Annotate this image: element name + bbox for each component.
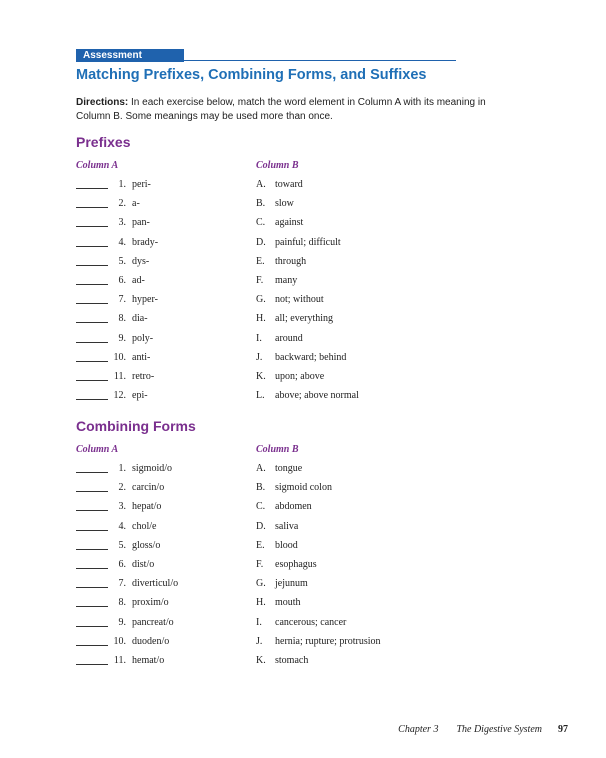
item-number: 2. (118, 198, 126, 210)
exercise-row (0, 178, 606, 194)
meaning-letter: K. (256, 655, 266, 666)
combining-forms-heading: Combining Forms (76, 418, 196, 434)
item-number: 8. (118, 313, 126, 325)
meaning-letter: I. (256, 332, 262, 344)
word-element: hyper- (132, 294, 158, 306)
meaning-letter: H. (256, 313, 266, 325)
word-element: dia- (132, 313, 148, 325)
meaning-text: sigmoid colon (275, 482, 332, 494)
item-number: 3. (118, 501, 126, 513)
word-element: pancreat/o (132, 616, 174, 628)
word-element: carcin/o (132, 482, 165, 494)
word-element: hemat/o (132, 655, 165, 666)
item-number: 7. (118, 578, 126, 590)
meaning-text: many (275, 275, 298, 286)
meaning-letter: F. (256, 275, 264, 286)
word-element: ad- (132, 275, 145, 286)
word-element: sigmoid/o (132, 463, 173, 474)
word-element: brady- (132, 236, 159, 248)
item-number: 9. (118, 332, 126, 344)
meaning-text: abdomen (275, 501, 312, 513)
meaning-letter: J. (256, 351, 263, 363)
word-element: epi- (132, 390, 148, 402)
item-number: 11. (113, 371, 126, 382)
exercise-row (0, 351, 606, 367)
exercise-row (0, 236, 606, 252)
exercise-row (0, 654, 606, 670)
word-element: hepat/o (132, 501, 162, 513)
word-element: dist/o (132, 559, 155, 570)
meaning-letter: E. (256, 539, 265, 551)
prefixes-column-a-header: Column A (76, 160, 119, 171)
meaning-letter: C. (256, 501, 266, 513)
assessment-tab (76, 49, 184, 62)
exercise-row (0, 274, 606, 290)
meaning-text: painful; difficult (275, 236, 341, 248)
meaning-letter: E. (256, 255, 265, 267)
meaning-text: against (275, 217, 304, 229)
meaning-text: toward (275, 179, 303, 190)
meaning-letter: D. (256, 236, 266, 248)
word-element: duoden/o (132, 635, 170, 647)
meaning-text: tongue (275, 463, 303, 474)
word-element: diverticul/o (132, 578, 179, 590)
meaning-text: upon; above (275, 371, 325, 382)
meaning-letter: F. (256, 559, 264, 570)
meaning-letter: G. (256, 578, 266, 590)
meaning-text: stomach (275, 655, 309, 666)
item-number: 8. (118, 597, 126, 609)
item-number: 1. (118, 463, 126, 474)
combining-forms-column-b-header: Column B (256, 444, 299, 455)
item-number: 5. (118, 255, 126, 267)
meaning-text: hernia; rupture; protrusion (275, 635, 381, 647)
prefixes-heading: Prefixes (76, 134, 131, 150)
item-number: 3. (118, 217, 126, 229)
item-number: 1. (118, 179, 126, 190)
item-number: 5. (118, 539, 126, 551)
item-number: 10. (113, 351, 126, 363)
meaning-text: around (275, 332, 303, 344)
assessment-label: Assessment (83, 50, 142, 61)
prefixes-column-b-header: Column B (256, 160, 299, 171)
word-element: pan- (132, 217, 150, 229)
meaning-text: saliva (275, 520, 299, 532)
exercise-row (0, 216, 606, 232)
meaning-text: jejunum (275, 578, 308, 590)
exercise-row (0, 616, 606, 632)
item-number: 10. (113, 635, 126, 647)
word-element: chol/e (132, 520, 157, 532)
item-number: 11. (113, 655, 126, 666)
directions-body: In each exercise below, match the word element in Column A with its meaning in Column B. Some meanings may be used more than once. (76, 97, 486, 122)
item-number: 9. (118, 616, 126, 628)
exercise-row (0, 293, 606, 309)
meaning-text: slow (275, 198, 294, 210)
meaning-text: through (275, 255, 307, 267)
meaning-letter: H. (256, 597, 266, 609)
exercise-row (0, 500, 606, 516)
meaning-text: esophagus (275, 559, 317, 570)
meaning-text: backward; behind (275, 351, 347, 363)
page-number: 97 (558, 724, 568, 735)
page-footer (398, 724, 568, 735)
directions-text (76, 96, 486, 124)
meaning-text: mouth (275, 597, 301, 609)
exercise-row (0, 635, 606, 651)
item-number: 6. (118, 275, 126, 286)
word-element: gloss/o (132, 539, 161, 551)
exercise-row (0, 596, 606, 612)
exercise-row (0, 389, 606, 405)
meaning-letter: A. (256, 463, 266, 474)
word-element: retro- (132, 371, 155, 382)
word-element: poly- (132, 332, 154, 344)
exercise-row (0, 197, 606, 213)
meaning-letter: A. (256, 179, 266, 190)
meaning-letter: C. (256, 217, 266, 229)
exercise-row (0, 312, 606, 328)
meaning-letter: J. (256, 635, 263, 647)
meaning-letter: D. (256, 520, 266, 532)
meaning-letter: G. (256, 294, 266, 306)
exercise-row (0, 558, 606, 574)
item-number: 4. (118, 236, 126, 248)
combining-forms-column-a-header: Column A (76, 444, 119, 455)
exercise-row (0, 255, 606, 271)
exercise-row (0, 332, 606, 348)
word-element: peri- (132, 179, 151, 190)
exercise-row (0, 520, 606, 536)
meaning-text: cancerous; cancer (275, 616, 347, 628)
item-number: 4. (118, 520, 126, 532)
word-element: a- (132, 198, 140, 210)
page-title: Matching Prefixes, Combining Forms, and Suffixes (76, 67, 427, 83)
item-number: 12. (113, 390, 126, 402)
exercise-row (0, 577, 606, 593)
word-element: dys- (132, 255, 150, 267)
assessment-header-bar (76, 49, 456, 62)
item-number: 7. (118, 294, 126, 306)
meaning-letter: L. (256, 390, 265, 402)
item-number: 6. (118, 559, 126, 570)
footer-chapter: Chapter 3 (398, 724, 439, 735)
meaning-text: blood (275, 539, 298, 551)
meaning-text: above; above normal (275, 390, 359, 402)
word-element: proxim/o (132, 597, 169, 609)
header-rule (184, 60, 456, 61)
meaning-text: all; everything (275, 313, 334, 325)
directions-label: Directions: (76, 97, 129, 108)
exercise-row (0, 481, 606, 497)
meaning-letter: B. (256, 482, 266, 494)
meaning-letter: I. (256, 616, 262, 628)
exercise-row (0, 370, 606, 386)
exercise-row (0, 539, 606, 555)
footer-system: The Digestive System (456, 724, 542, 735)
exercise-row (0, 462, 606, 478)
meaning-letter: B. (256, 198, 266, 210)
meaning-text: not; without (275, 294, 324, 306)
word-element: anti- (132, 351, 151, 363)
meaning-letter: K. (256, 371, 266, 382)
item-number: 2. (118, 482, 126, 494)
